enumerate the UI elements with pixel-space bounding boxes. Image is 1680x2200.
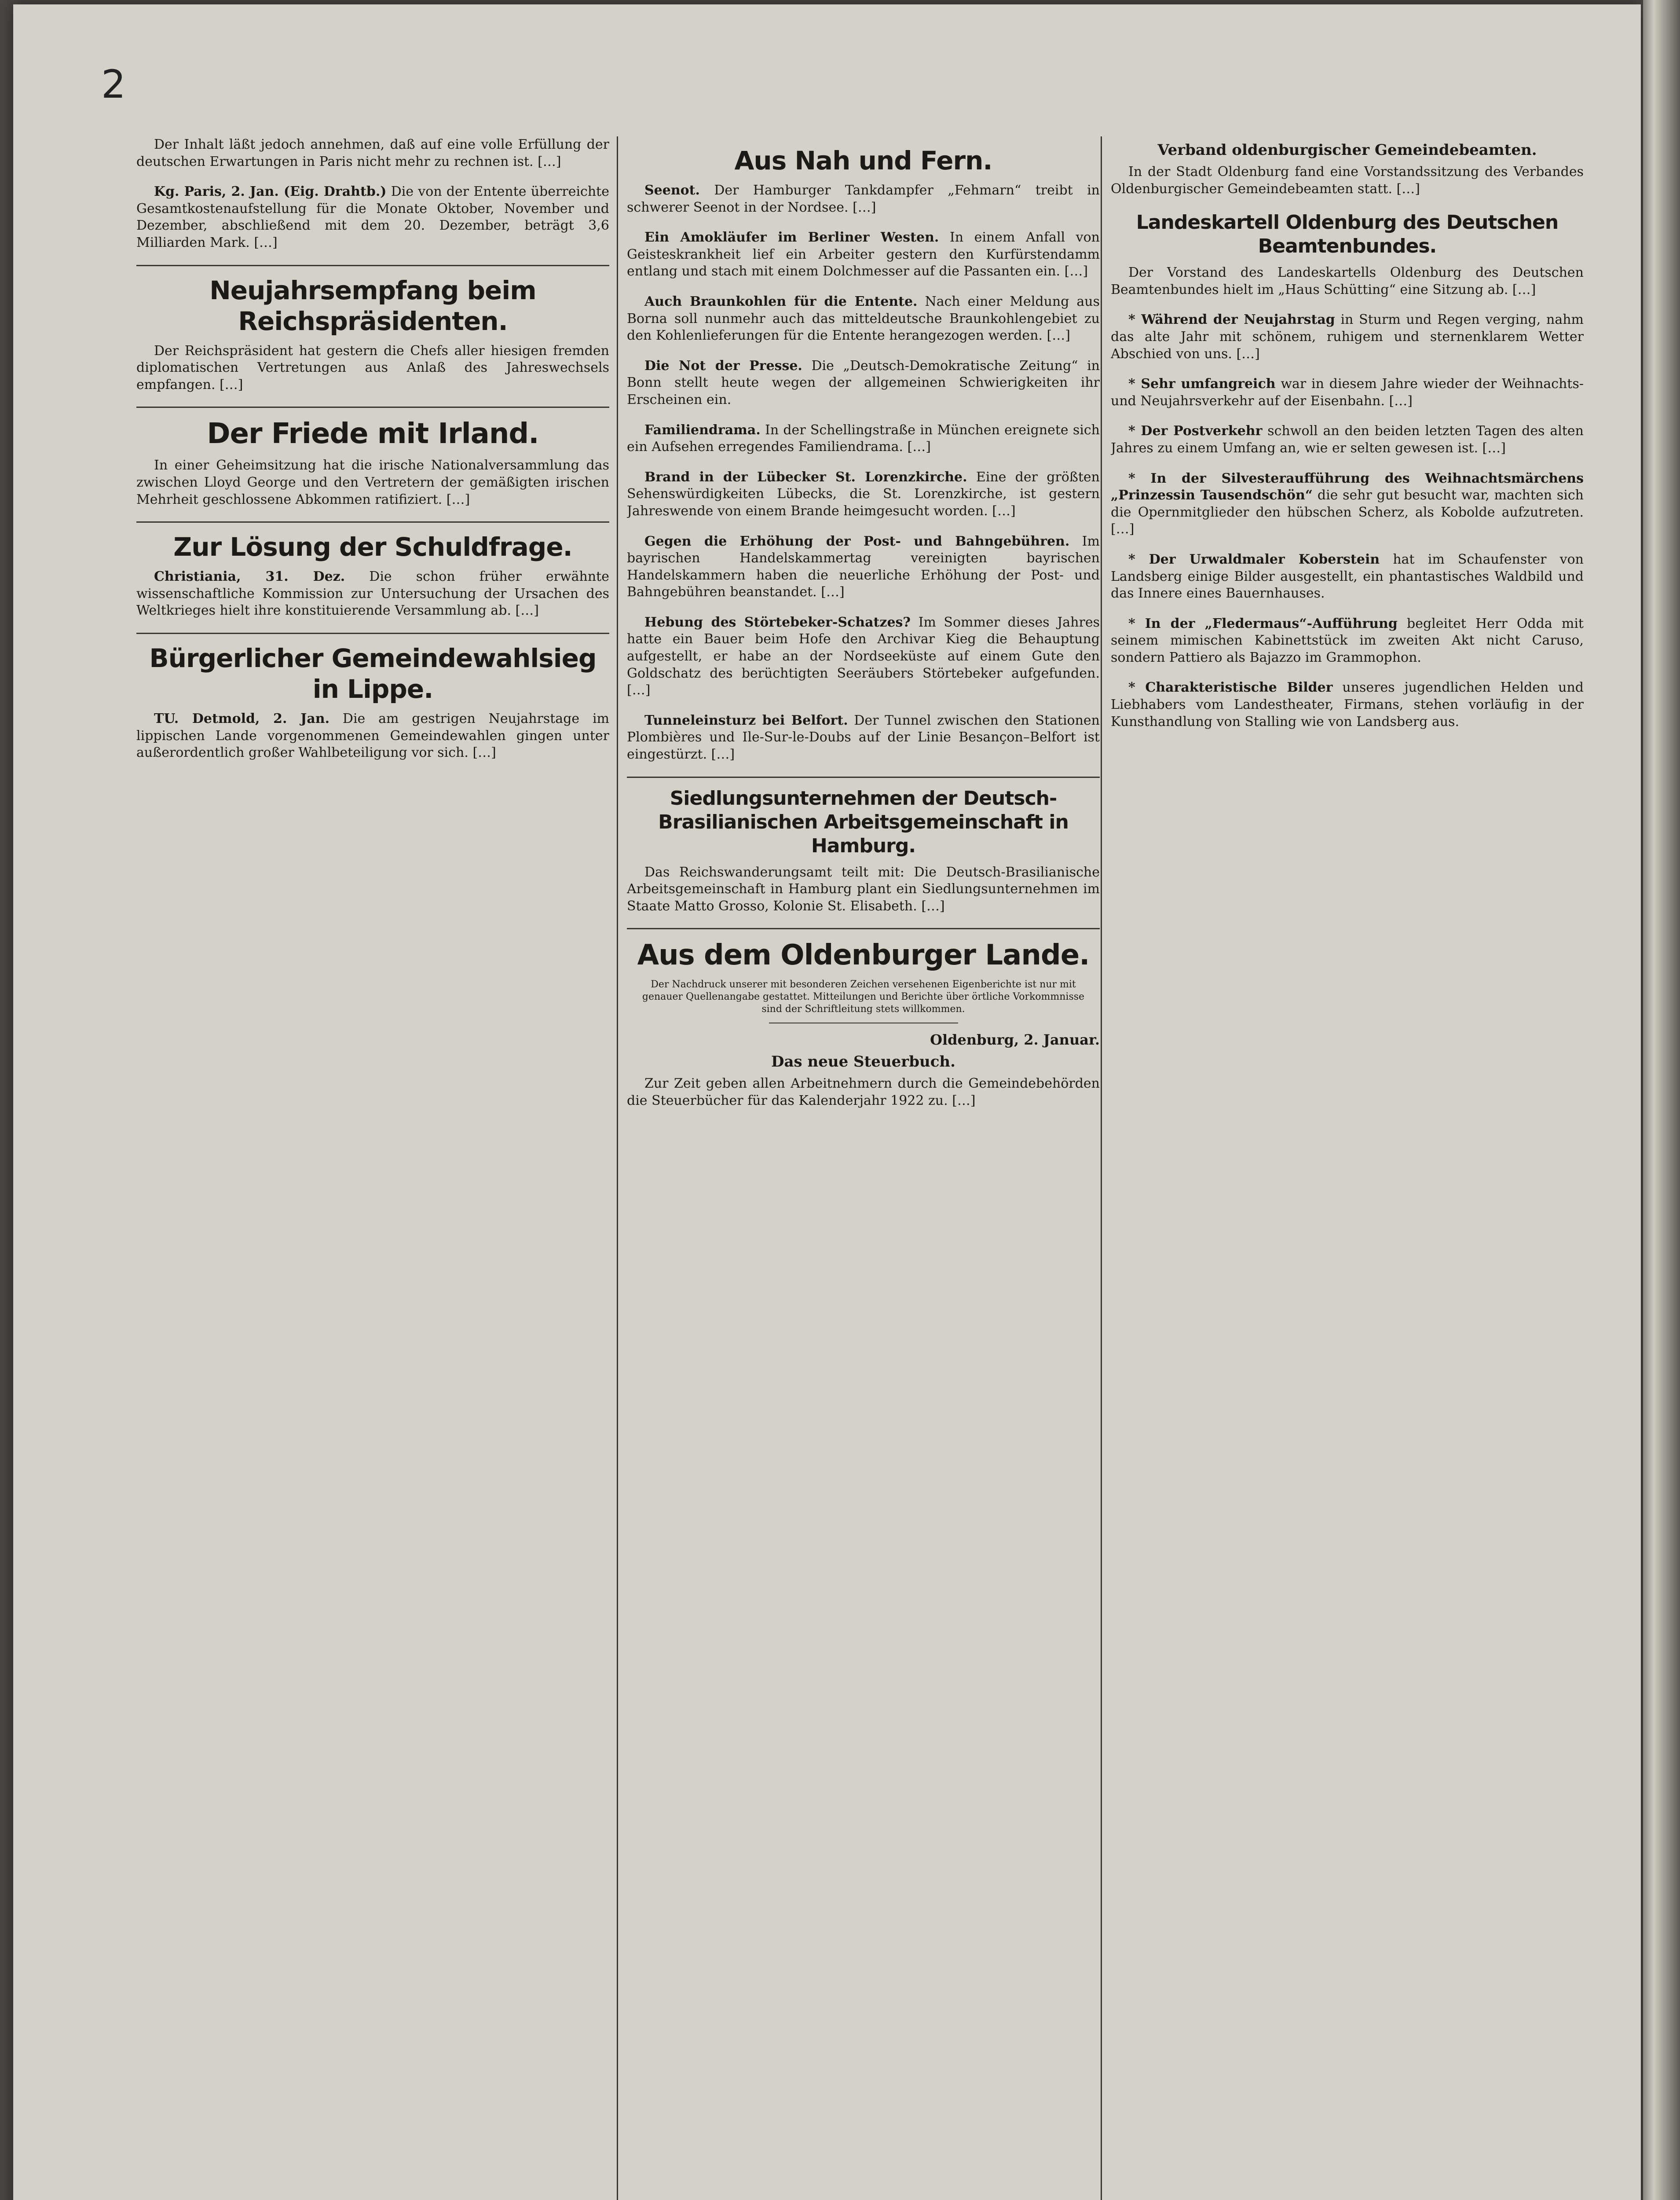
article-weihnachtsmaerchen <box>1111 470 1584 538</box>
article-headline: Siedlungsunternehmen der Deutsch-Brasilianischen Arbeitsgemeinschaft in Hamburg. <box>658 787 1069 857</box>
article-braunkohlen <box>627 293 1100 345</box>
article-body: * Der Postverkehr schwoll an den beiden letzten Tagen des alten Jahres zu einem Umfang an, wie er selten gewesen ist. […] <box>1111 423 1584 456</box>
newspaper-page <box>13 4 1641 2200</box>
article-headline: Neujahrsempfang beim Reichspräsidenten. <box>209 275 536 336</box>
article-oldenburger-lande <box>627 938 1100 1109</box>
article-headline: Verband oldenburgischer Gemeindebeamten. <box>1157 141 1537 159</box>
article-charakteristische-bilder <box>1111 679 1584 730</box>
article-neujahrstag <box>1111 312 1584 363</box>
article-siedlungsunternehmen <box>627 787 1100 915</box>
article-familiendrama <box>627 422 1100 456</box>
article-body: Der Reichspräsident hat gestern die Chefs aller hiesigen fremden diplomatischen Vertretungen aus Anlaß des Jahreswechsels empfangen. […] <box>136 343 609 392</box>
article-body: Familiendrama. In der Schellingstraße in München ereignete sich ein Aufsehen erregendes Familiendrama. […] <box>627 422 1100 455</box>
article-neujahrsempfang <box>136 275 609 394</box>
article-schuldfrage <box>136 532 609 620</box>
article-verband-gemeindebeamten <box>1111 141 1584 198</box>
article-body: * In der „Fledermaus“-Aufführung begleitet Herr Odda mit seinem mimischen Kabinettstück im zweiten Akt nicht Caruso, sondern Pattiero als Bajazzo im Grammophon. <box>1111 616 1584 665</box>
article-body: Das Reichswanderungsamt teilt mit: Die Deutsch-Brasilianische Arbeitsgemeinschaft in Hamburg plant ein Siedlungsunternehmen im Staate Matto Grosso, Kolonie St. Elisabeth. […] <box>627 864 1100 914</box>
article-body: Ein Amokläufer im Berliner Westen. In einem Anfall von Geisteskrankheit lief ein Arbeiter gestern den Kurfürstendamm entlang und stach mit einem Dolchmesser auf die Passanten ein. […] <box>627 230 1100 279</box>
divider <box>627 777 1100 778</box>
divider <box>136 521 609 523</box>
article-headline: Landeskartell Oldenburg des Deutschen Beamtenbundes. <box>1136 211 1559 258</box>
article-body: * In der Silvesteraufführung des Weihnachtsmärchens „Prinzessin Tausendschön“ die sehr gut besucht war, machten sich die Opernmitglieder den hübschen Scherz, als Kobolde aufzutreten. […] <box>1111 470 1584 537</box>
article-paris-report <box>136 136 609 170</box>
article-body: TU. Detmold, 2. Jan. Die am gestrigen Neujahrstage im lippischen Lande vorgenommenen Gemeindewahlen gingen unter außerordentlich großer Wahlbeteiligung vor sich. […] <box>136 711 609 761</box>
article-fledermaus <box>1111 616 1584 667</box>
column-2 <box>627 136 1100 2200</box>
article-body: Gegen die Erhöhung der Post- und Bahngebühren. Im bayrischen Handelskammertag vereinigten bayrischen Handelskammern haben die neuerliche Erhöhung der Post- und Bahngebühren beanstandet. […] <box>627 533 1100 600</box>
article-body: Die Not der Presse. Die „Deutsch-Demokratische Zeitung“ in Bonn stellt heute wegen der allgemeinen Schwierigkeiten ihr Erscheinen ein. <box>627 358 1100 407</box>
article-body: * Charakteristische Bilder unseres jugendlichen Helden und Liebhabers vom Landestheater, Firmans, stehen vorläufig in der Kunsthandlung von Stalling wie von Landsberg aus. <box>1111 680 1584 730</box>
article-amoklaeufer <box>627 229 1100 280</box>
article-brand-luebeck <box>627 469 1100 520</box>
place-date: Oldenburg, 2. Januar. <box>930 1031 1100 1049</box>
next-page-edge <box>1643 0 1680 2200</box>
article-body: * Der Urwaldmaler Koberstein hat im Schaufenster von Landsberg einige Bilder ausgestellt, ein phantastisches Waldbild und das Innere eines Bauernhauses. <box>1111 551 1584 601</box>
article-gemeindewahl-lippe <box>136 643 609 762</box>
article-postverkehr <box>1111 423 1584 457</box>
article-body: Hebung des Störtebeker-Schatzes? Im Sommer dieses Jahres hatte ein Bauer beim Hofe den Archivar Kieg die Behauptung aufgestellt, er habe an der Nordseeküste auf einem Gute den Goldschatz des berüchtigten Seeräubers Störtebeker aufgefunden. […] <box>627 614 1100 698</box>
article-subheadline: Das neue Steuerbuch. <box>771 1053 955 1071</box>
article-landeskartell <box>1111 211 1584 298</box>
article-urwaldmaler <box>1111 551 1584 602</box>
divider <box>136 265 609 266</box>
article-body: * Sehr umfangreich war in diesem Jahre wieder der Weihnachts- und Neujahrsverkehr auf der Eisenbahn. […] <box>1111 376 1584 409</box>
divider <box>627 928 1100 929</box>
article-tunneleinsturz <box>627 712 1100 763</box>
section-headline: Aus dem Oldenburger Lande. <box>637 939 1090 972</box>
article-stoertebeker <box>627 614 1100 699</box>
article-body: Brand in der Lübecker St. Lorenzkirche. Eine der größten Sehenswürdigkeiten Lübecks, die St. Lorenzkirche, ist gestern Jahreswende von einem Brande heimgesucht worden. […] <box>627 469 1100 519</box>
article-body: Der Vorstand des Landeskartells Oldenburg des Deutschen Beamtenbundes hielt im „Haus Schütting“ eine Sitzung ab. […] <box>1111 265 1584 297</box>
article-not-der-presse <box>627 358 1100 409</box>
article-body: In der Stadt Oldenburg fand eine Vorstandssitzung des Verbandes Oldenburgischer Gemeindebeamten statt. […] <box>1111 164 1584 197</box>
column-1 <box>136 136 609 2200</box>
divider <box>136 633 609 634</box>
article-body: In einer Geheimsitzung hat die irische Nationalversammlung das zwischen Lloyd George und den Vertretern der gemäßigten irischen Mehrheit geschlossene Abkommen ratifiziert. […] <box>136 458 609 507</box>
divider <box>136 407 609 408</box>
article-body: Kg. Paris, 2. Jan. (Eig. Drahtb.) Die von der Entente überreichte Gesamtkostenaufstellung für die Monate Oktober, November und Dezember, abschließend mit dem 20. Dezember, beträgt 3,6 Milliarden Mark. […] <box>136 184 609 250</box>
article-aus-nah-und-fern <box>627 145 1100 216</box>
article-headline: Der Friede mit Irland. <box>207 418 539 451</box>
article-body: Zur Zeit geben allen Arbeitnehmern durch die Gemeindebehörden die Steuerbücher für das Kalenderjahr 1922 zu. […] <box>627 1076 1100 1108</box>
article-paris-costs <box>136 183 609 251</box>
column-rule-2 <box>1101 136 1102 2200</box>
article-body: Auch Braunkohlen für die Entente. Nach einer Meldung aus Borna soll nunmehr auch das mitteldeutsche Braunkohlengebiet zu den Kohlenlieferungen für die Entente herangezogen werden. […] <box>627 293 1100 344</box>
article-post-bahngebuehren <box>627 533 1100 601</box>
article-headline: Bürgerlicher Gemeindewahlsieg in Lippe. <box>149 643 597 704</box>
page-number: 2 <box>101 62 126 107</box>
article-body: * Während der Neujahrstag in Sturm und Regen verging, nahm das alte Jahr mit schönem, ruhigem und sternenklarem Wetter Abschied von uns. […] <box>1111 312 1584 362</box>
article-body: Der Inhalt läßt jedoch annehmen, daß auf eine volle Erfüllung der deutschen Erwartungen in Paris nicht mehr zu rechnen ist. […] <box>136 137 609 169</box>
article-friede-irland <box>136 417 609 508</box>
reprint-note: Der Nachdruck unserer mit besonderen Zeichen versehenen Eigenberichte ist nur mit genauer Quellenangabe gestattet. Mitteilungen und Berichte über örtliche Vorkommnisse sind der Schriftleitung stets willkommen. <box>642 979 1085 1015</box>
column-rule-1 <box>617 136 618 2200</box>
article-headline: Zur Lösung der Schuldfrage. <box>173 532 572 562</box>
article-body: Christiania, 31. Dez. Die schon früher erwähnte wissenschaftliche Kommission zur Untersuchung der Ursachen des Weltkrieges hielt ihre konstituierende Versammlung ab. […] <box>136 569 609 619</box>
article-body: Tunneleinsturz bei Belfort. Der Tunnel zwischen den Stationen Plombières und Ile-Sur-le-Doubs auf der Linie Besançon–Belfort ist eingestürzt. […] <box>627 712 1100 763</box>
column-3 <box>1111 136 1584 2200</box>
section-headline: Aus Nah und Fern. <box>734 146 992 176</box>
article-body: Seenot. Der Hamburger Tankdampfer „Fehmarn“ treibt in schwerer Seenot in der Nordsee. […] <box>627 183 1100 215</box>
article-eisenbahnverkehr <box>1111 376 1584 410</box>
